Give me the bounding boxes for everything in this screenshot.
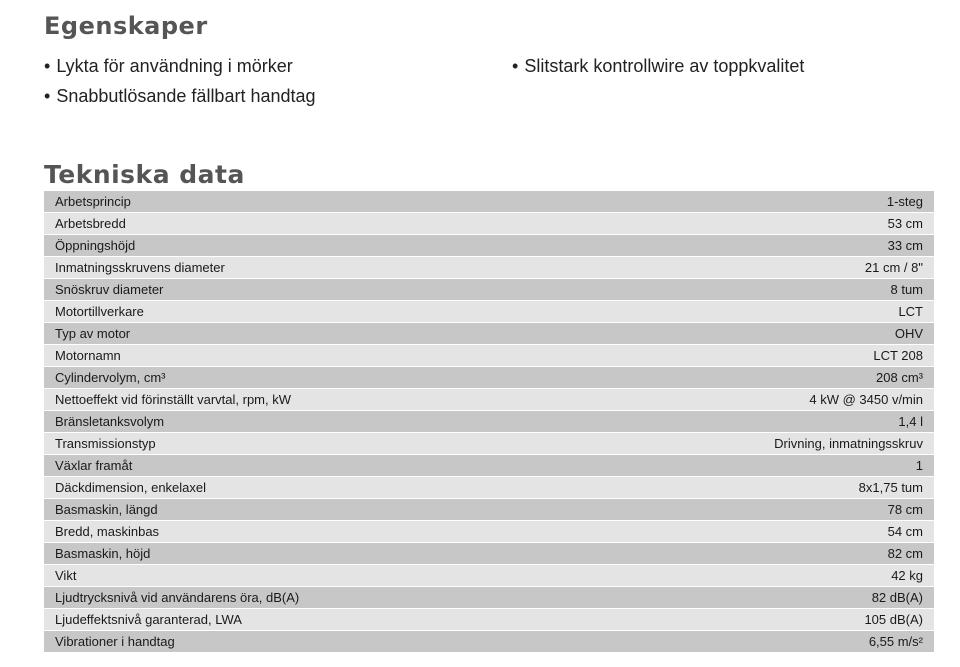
spec-value: 53 cm xyxy=(887,216,923,231)
spec-label: Cylindervolym, cm³ xyxy=(55,370,166,385)
spec-label: Arbetsbredd xyxy=(55,216,126,231)
feature-item xyxy=(512,56,804,77)
feature-text: Lykta för användning i mörker xyxy=(56,56,293,76)
bullet-icon: • xyxy=(44,56,51,76)
spec-row xyxy=(44,477,934,498)
spec-row xyxy=(44,389,934,410)
spec-label: Basmaskin, höjd xyxy=(55,546,151,561)
spec-label: Snöskruv diameter xyxy=(55,282,164,297)
spec-row xyxy=(44,411,934,432)
bullet-icon: • xyxy=(44,86,51,106)
spec-label: Vikt xyxy=(55,568,77,583)
spec-value: 78 cm xyxy=(887,502,923,517)
specs-heading: Tekniska data xyxy=(44,160,245,189)
spec-value: 82 cm xyxy=(887,546,923,561)
spec-row xyxy=(44,587,934,608)
spec-label: Vibrationer i handtag xyxy=(55,634,175,649)
spec-label: Däckdimension, enkelaxel xyxy=(55,480,207,495)
spec-row xyxy=(44,345,934,366)
spec-row xyxy=(44,235,934,256)
feature-item xyxy=(44,86,316,107)
spec-value: 1-steg xyxy=(886,194,923,209)
feature-text: Snabbutlösande fällbart handtag xyxy=(56,86,316,106)
spec-value: 4 kW @ 3450 v/min xyxy=(809,392,923,407)
spec-row xyxy=(44,367,934,388)
spec-label: Arbetsprincip xyxy=(55,194,131,209)
spec-value: 1 xyxy=(915,458,923,473)
spec-row xyxy=(44,257,934,278)
spec-label: Transmissionstyp xyxy=(55,436,156,451)
spec-row xyxy=(44,213,934,234)
spec-row xyxy=(44,279,934,300)
spec-value: 33 cm xyxy=(887,238,923,253)
spec-value: 208 cm³ xyxy=(876,370,923,385)
spec-label: Ljudtrycksnivå vid användarens öra, dB(A) xyxy=(55,590,300,605)
spec-value: LCT xyxy=(898,304,923,319)
spec-value: Drivning, inmatningsskruv xyxy=(774,436,923,451)
features-list xyxy=(44,56,934,116)
spec-row xyxy=(44,631,934,652)
spec-row xyxy=(44,323,934,344)
feature-text: Slitstark kontrollwire av toppkvalitet xyxy=(524,56,805,76)
spec-label: Bränsletanksvolym xyxy=(55,414,165,429)
spec-label: Motortillverkare xyxy=(55,304,144,319)
spec-value: 6,55 m/s² xyxy=(868,634,923,649)
spec-value: 42 kg xyxy=(891,568,923,583)
spec-value: 8 tum xyxy=(890,282,923,297)
spec-row xyxy=(44,565,934,586)
spec-value: 105 dB(A) xyxy=(864,612,923,627)
spec-value: OHV xyxy=(894,326,923,341)
spec-row xyxy=(44,499,934,520)
spec-label: Öppningshöjd xyxy=(55,238,136,253)
spec-value: 21 cm / 8" xyxy=(864,260,923,275)
spec-label: Ljudeffektsnivå garanterad, LWA xyxy=(55,612,242,627)
spec-row xyxy=(44,433,934,454)
spec-value: 82 dB(A) xyxy=(871,590,923,605)
spec-label: Inmatningsskruvens diameter xyxy=(55,260,225,275)
bullet-icon: • xyxy=(512,56,519,76)
spec-value: 8x1,75 tum xyxy=(858,480,923,495)
spec-label: Motornamn xyxy=(55,348,121,363)
spec-label: Nettoeffekt vid förinställt varvtal, rpm, kW xyxy=(55,392,291,407)
spec-label: Basmaskin, längd xyxy=(55,502,158,517)
spec-label: Typ av motor xyxy=(55,326,131,341)
spec-row xyxy=(44,191,934,212)
features-heading: Egenskaper xyxy=(44,12,208,40)
spec-label: Bredd, maskinbas xyxy=(55,524,160,539)
spec-row xyxy=(44,455,934,476)
spec-row xyxy=(44,301,934,322)
spec-row xyxy=(44,543,934,564)
spec-label: Växlar framåt xyxy=(55,458,133,473)
feature-item xyxy=(44,56,293,77)
spec-value: 54 cm xyxy=(887,524,923,539)
spec-table xyxy=(44,191,934,653)
spec-row xyxy=(44,521,934,542)
spec-value: 1,4 l xyxy=(898,414,923,429)
spec-value: LCT 208 xyxy=(873,348,923,363)
spec-row xyxy=(44,609,934,630)
